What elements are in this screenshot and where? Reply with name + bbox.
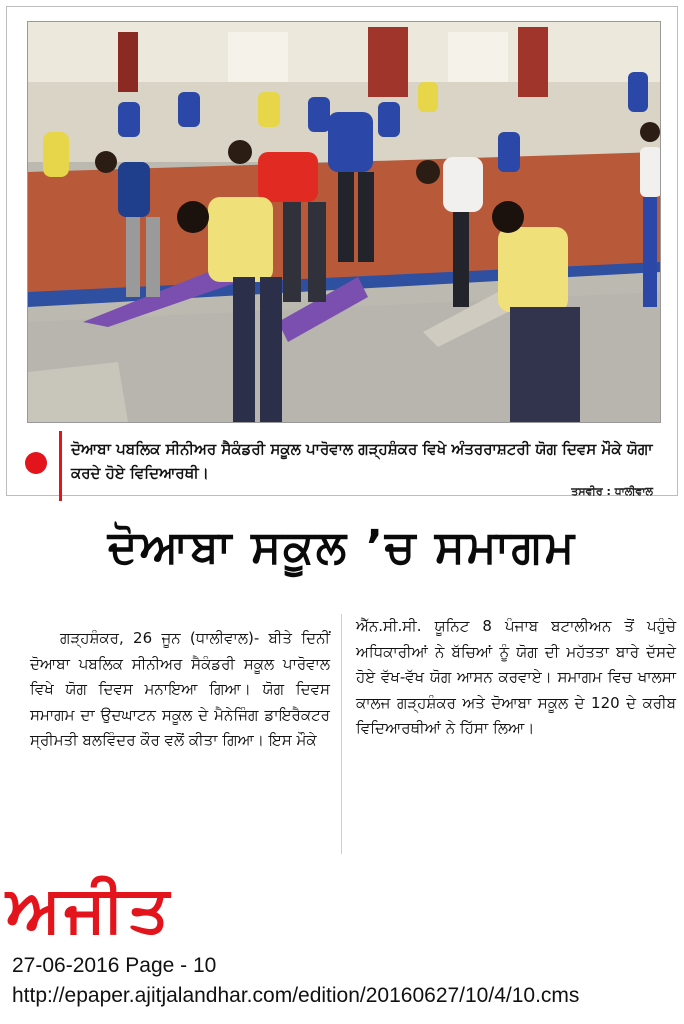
photo-credit: ਤਸਵੀਰ : ਧਾਲੀਵਾਲ	[571, 485, 653, 498]
edition-date-page: 27-06-2016 Page - 10	[12, 954, 217, 977]
edition-url[interactable]: http://epaper.ajitjalandhar.com/edition/20160627/10/4/10.cms	[12, 984, 580, 1007]
column-divider	[341, 614, 342, 854]
newspaper-logo: ਅਜੀਤ	[6, 873, 173, 947]
photo-frame	[6, 6, 678, 496]
photo-caption: ਦੋਆਬਾ ਪਬਲਿਕ ਸੀਨੀਅਰ ਸੈਕੰਡਰੀ ਸਕੂਲ ਪਾਰੋਵਾਲ ਗੜ੍ਹਸ਼ੰਕਰ ਵਿਖੇ ਅੰਤਰਰਾਸ਼ਟਰੀ ਯੋਗ ਦਿਵਸ ਮੌਕੇ ਯੋਗਾ ਕਰਦੇ ਹੋਏ ਵਿਦਿਆਰਥੀ।	[71, 440, 653, 482]
article-headline: ਦੋਆਬਾ ਸਕੂਲ ’ਚ ਸਮਾਗਮ	[107, 520, 577, 573]
article-column-right: ਐੱਨ.ਸੀ.ਸੀ. ਯੂਨਿਟ 8 ਪੰਜਾਬ ਬਟਾਲੀਅਨ ਤੋਂ ਪਹੁੰਚੇ ਅਧਿਕਾਰੀਆਂ ਨੇ ਬੱਚਿਆਂ ਨੂੰ ਯੋਗ ਦੀ ਮਹੱਤਤਾ ਬਾਰੇ ਦੱਸਦੇ ਹੋਏ ਵੱਖ-ਵੱਖ ਯੋਗ ਆਸਨ ਕਰਵਾਏ। ਸਮਾਗਮ ਵਿਚ ਖਾਲਸਾ ਕਾਲਜ ਗੜ੍ਹਸ਼ੰਕਰ ਅਤੇ ਦੋਆਬਾ ਸਕੂਲ ਦੇ 120 ਦੇ ਕਰੀਬ ਵਿਦਿਆਰਥੀਆਂ ਨੇ ਹਿੱਸਾ ਲਿਆ।	[356, 617, 676, 737]
caption-rule	[59, 431, 62, 501]
news-photo	[27, 21, 661, 423]
article-column-left: ਗੜ੍ਹਸ਼ੰਕਰ, 26 ਜੂਨ (ਧਾਲੀਵਾਲ)- ਬੀਤੇ ਦਿਨੀਂ ਦੋਆਬਾ ਪਬਲਿਕ ਸੀਨੀਅਰ ਸੈਕੰਡਰੀ ਸਕੂਲ ਪਾਰੋਵਾਲ ਵਿਖੇ ਯੋਗ ਦਿਵਸ ਮਨਾਇਆ ਗਿਆ। ਯੋਗ ਦਿਵਸ ਸਮਾਗਮ ਦਾ ਉਦਘਾਟਨ ਸਕੂਲ ਦੇ ਮੈਨੇਜਿੰਗ ਡਾਇਰੈਕਟਰ ਸ੍ਰੀਮਤੀ ਬਲਵਿੰਦਰ ਕੌਰ ਵਲੋਂ ਕੀਤਾ ਗਿਆ। ਇਸ ਮੌਕੇ	[30, 629, 330, 749]
yoga-students-image	[28, 22, 660, 422]
caption-bullet	[25, 452, 47, 474]
